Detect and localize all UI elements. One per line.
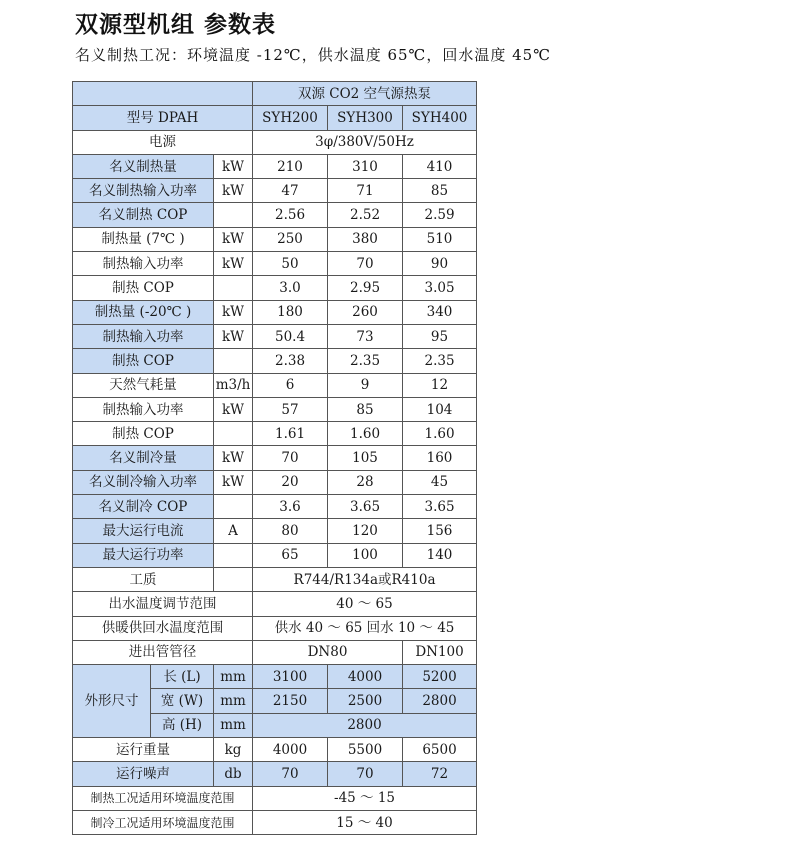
row-label-cell: 制热输入功率 xyxy=(73,397,214,421)
value-cell: 2.52 xyxy=(328,203,403,227)
row-label-cell: 制热输入功率 xyxy=(73,324,214,348)
value-cell: 160 xyxy=(403,446,477,470)
value-cell: 70 xyxy=(253,762,328,786)
spec-row xyxy=(73,373,477,397)
row-label-cell: 最大运行功率 xyxy=(73,543,214,567)
value-cell: 3.0 xyxy=(253,276,328,300)
spec-row xyxy=(73,227,477,251)
value-cell: 100 xyxy=(328,543,403,567)
value-cell: 65 xyxy=(253,543,328,567)
row-label-cell: 制热 COP xyxy=(73,422,214,446)
spec-row xyxy=(73,300,477,324)
unit-cell: kW xyxy=(214,227,253,251)
value-cell: 4000 xyxy=(328,665,403,689)
value-cell: 3.65 xyxy=(403,495,477,519)
model-cell: SYH200 xyxy=(253,106,328,130)
value-cell: 260 xyxy=(328,300,403,324)
value-cell: 210 xyxy=(253,154,328,178)
row-label-cell: 制热 COP xyxy=(73,349,214,373)
unit-cell: db xyxy=(214,762,253,786)
pipe-value-cell: DN100 xyxy=(403,640,477,664)
unit-cell xyxy=(214,422,253,446)
page-title: 双源型机组 参数表 xyxy=(75,12,277,38)
heating-temp-label-cell: 供暖供回水温度范围 xyxy=(73,616,253,640)
value-cell: 510 xyxy=(403,227,477,251)
spec-row xyxy=(73,252,477,276)
dimension-length-row xyxy=(73,665,477,689)
refrigerant-row xyxy=(73,567,477,591)
value-cell: 2150 xyxy=(253,689,328,713)
value-cell: 156 xyxy=(403,519,477,543)
spec-row xyxy=(73,276,477,300)
power-row xyxy=(73,130,477,154)
unit-cell: A xyxy=(214,519,253,543)
cool-ambient-label-cell: 制冷工况适用环境温度范围 xyxy=(73,810,253,834)
value-cell: 2.35 xyxy=(403,349,477,373)
heating-temp-value-cell: 供水 40 ～ 65 回水 10 ～ 45 xyxy=(253,616,477,640)
value-cell: 1.60 xyxy=(403,422,477,446)
page-subtitle: 名义制热工况：环境温度 -12℃，供水温度 65℃，回水温度 45℃ xyxy=(75,46,551,64)
heat-ambient-label-cell: 制热工况适用环境温度范围 xyxy=(73,786,253,810)
unit-cell: m3/h xyxy=(214,373,253,397)
unit-cell: kW xyxy=(214,154,253,178)
dimension-label-cell: 高 (H) xyxy=(151,713,214,737)
dimensions-label-cell: 外形尺寸 xyxy=(73,665,151,738)
value-cell: 4000 xyxy=(253,738,328,762)
row-label-cell: 制热输入功率 xyxy=(73,252,214,276)
unit-cell xyxy=(214,349,253,373)
heating-temp-row xyxy=(73,616,477,640)
value-cell: 3.6 xyxy=(253,495,328,519)
model-cell: SYH300 xyxy=(328,106,403,130)
cool-ambient-row xyxy=(73,810,477,834)
value-cell: 2500 xyxy=(328,689,403,713)
pipe-value-cell: DN80 xyxy=(253,640,403,664)
unit-cell: kg xyxy=(214,738,253,762)
value-cell: 28 xyxy=(328,470,403,494)
value-cell: 2.95 xyxy=(328,276,403,300)
value-cell: 70 xyxy=(253,446,328,470)
value-cell: 120 xyxy=(328,519,403,543)
row-label-cell: 制热量 (-20℃ ) xyxy=(73,300,214,324)
spec-row xyxy=(73,349,477,373)
value-cell: 2.59 xyxy=(403,203,477,227)
dimension-label-cell: 宽 (W) xyxy=(151,689,214,713)
value-cell: 50.4 xyxy=(253,324,328,348)
value-cell: 340 xyxy=(403,300,477,324)
value-cell: 2800 xyxy=(253,713,477,737)
value-cell: 410 xyxy=(403,154,477,178)
heat-ambient-row xyxy=(73,786,477,810)
value-cell: 6500 xyxy=(403,738,477,762)
value-cell: 85 xyxy=(328,397,403,421)
value-cell: 5500 xyxy=(328,738,403,762)
value-cell: 3100 xyxy=(253,665,328,689)
power-label-cell: 电源 xyxy=(73,130,253,154)
outlet-temp-label-cell: 出水温度调节范围 xyxy=(73,592,253,616)
model-row xyxy=(73,106,477,130)
noise-row xyxy=(73,762,477,786)
spec-row xyxy=(73,324,477,348)
value-cell: 71 xyxy=(328,179,403,203)
dimension-label-cell: 长 (L) xyxy=(151,665,214,689)
row-label-cell: 最大运行电流 xyxy=(73,519,214,543)
unit-cell xyxy=(214,567,253,591)
group-title-label-cell xyxy=(73,82,253,106)
unit-cell: kW xyxy=(214,397,253,421)
value-cell: 180 xyxy=(253,300,328,324)
value-cell: 6 xyxy=(253,373,328,397)
value-cell: 70 xyxy=(328,252,403,276)
unit-cell xyxy=(214,203,253,227)
unit-cell xyxy=(214,276,253,300)
weight-row xyxy=(73,738,477,762)
spec-row xyxy=(73,470,477,494)
value-cell: 104 xyxy=(403,397,477,421)
value-cell: 80 xyxy=(253,519,328,543)
spec-row xyxy=(73,519,477,543)
row-label-cell: 名义制冷 COP xyxy=(73,495,214,519)
value-cell: 73 xyxy=(328,324,403,348)
power-value-cell: 3φ/380V/50Hz xyxy=(253,130,477,154)
value-cell: 1.61 xyxy=(253,422,328,446)
group-title-row xyxy=(73,82,477,106)
value-cell: 140 xyxy=(403,543,477,567)
value-cell: 9 xyxy=(328,373,403,397)
spec-table xyxy=(72,81,477,835)
group-title-cell: 双源 CO2 空气源热泵 xyxy=(253,82,477,106)
row-label-cell: 名义制热 COP xyxy=(73,203,214,227)
value-cell: 250 xyxy=(253,227,328,251)
unit-cell: mm xyxy=(214,665,253,689)
value-cell: 380 xyxy=(328,227,403,251)
spec-row xyxy=(73,543,477,567)
value-cell: 90 xyxy=(403,252,477,276)
value-cell: 3.65 xyxy=(328,495,403,519)
row-label-cell: 制热 COP xyxy=(73,276,214,300)
unit-cell: kW xyxy=(214,300,253,324)
model-label-cell: 型号 DPAH xyxy=(73,106,253,130)
cool-ambient-value-cell: 15 ～ 40 xyxy=(253,810,477,834)
spec-row xyxy=(73,154,477,178)
outlet-temp-row xyxy=(73,592,477,616)
value-cell: 70 xyxy=(328,762,403,786)
unit-cell: mm xyxy=(214,713,253,737)
value-cell: 2.35 xyxy=(328,349,403,373)
spec-row xyxy=(73,203,477,227)
value-cell: 47 xyxy=(253,179,328,203)
value-cell: 2800 xyxy=(403,689,477,713)
value-cell: 2.56 xyxy=(253,203,328,227)
value-cell: 5200 xyxy=(403,665,477,689)
unit-cell: kW xyxy=(214,324,253,348)
unit-cell xyxy=(214,543,253,567)
value-cell: 1.60 xyxy=(328,422,403,446)
row-label-cell: 名义制冷输入功率 xyxy=(73,470,214,494)
value-cell: 3.05 xyxy=(403,276,477,300)
unit-cell: kW xyxy=(214,252,253,276)
spec-row xyxy=(73,179,477,203)
noise-label-cell: 运行噪声 xyxy=(73,762,214,786)
spec-row xyxy=(73,446,477,470)
value-cell: 50 xyxy=(253,252,328,276)
value-cell: 12 xyxy=(403,373,477,397)
value-cell: 95 xyxy=(403,324,477,348)
value-cell: 85 xyxy=(403,179,477,203)
model-cell: SYH400 xyxy=(403,106,477,130)
unit-cell: kW xyxy=(214,446,253,470)
unit-cell xyxy=(214,495,253,519)
row-label-cell: 名义制冷量 xyxy=(73,446,214,470)
spec-row xyxy=(73,422,477,446)
row-label-cell: 天然气耗量 xyxy=(73,373,214,397)
unit-cell: kW xyxy=(214,470,253,494)
value-cell: 20 xyxy=(253,470,328,494)
pipe-row xyxy=(73,640,477,664)
value-cell: 72 xyxy=(403,762,477,786)
spec-row xyxy=(73,397,477,421)
pipe-label-cell: 进出管管径 xyxy=(73,640,253,664)
row-label-cell: 名义制热输入功率 xyxy=(73,179,214,203)
outlet-temp-value-cell: 40 ～ 65 xyxy=(253,592,477,616)
weight-label-cell: 运行重量 xyxy=(73,738,214,762)
refrigerant-value-cell: R744/R134a或R410a xyxy=(253,567,477,591)
value-cell: 45 xyxy=(403,470,477,494)
unit-cell: mm xyxy=(214,689,253,713)
value-cell: 57 xyxy=(253,397,328,421)
value-cell: 2.38 xyxy=(253,349,328,373)
spec-row xyxy=(73,495,477,519)
value-cell: 310 xyxy=(328,154,403,178)
refrigerant-label-cell: 工质 xyxy=(73,567,214,591)
value-cell: 105 xyxy=(328,446,403,470)
unit-cell: kW xyxy=(214,179,253,203)
row-label-cell: 名义制热量 xyxy=(73,154,214,178)
heat-ambient-value-cell: -45 ～ 15 xyxy=(253,786,477,810)
row-label-cell: 制热量 (7℃ ) xyxy=(73,227,214,251)
